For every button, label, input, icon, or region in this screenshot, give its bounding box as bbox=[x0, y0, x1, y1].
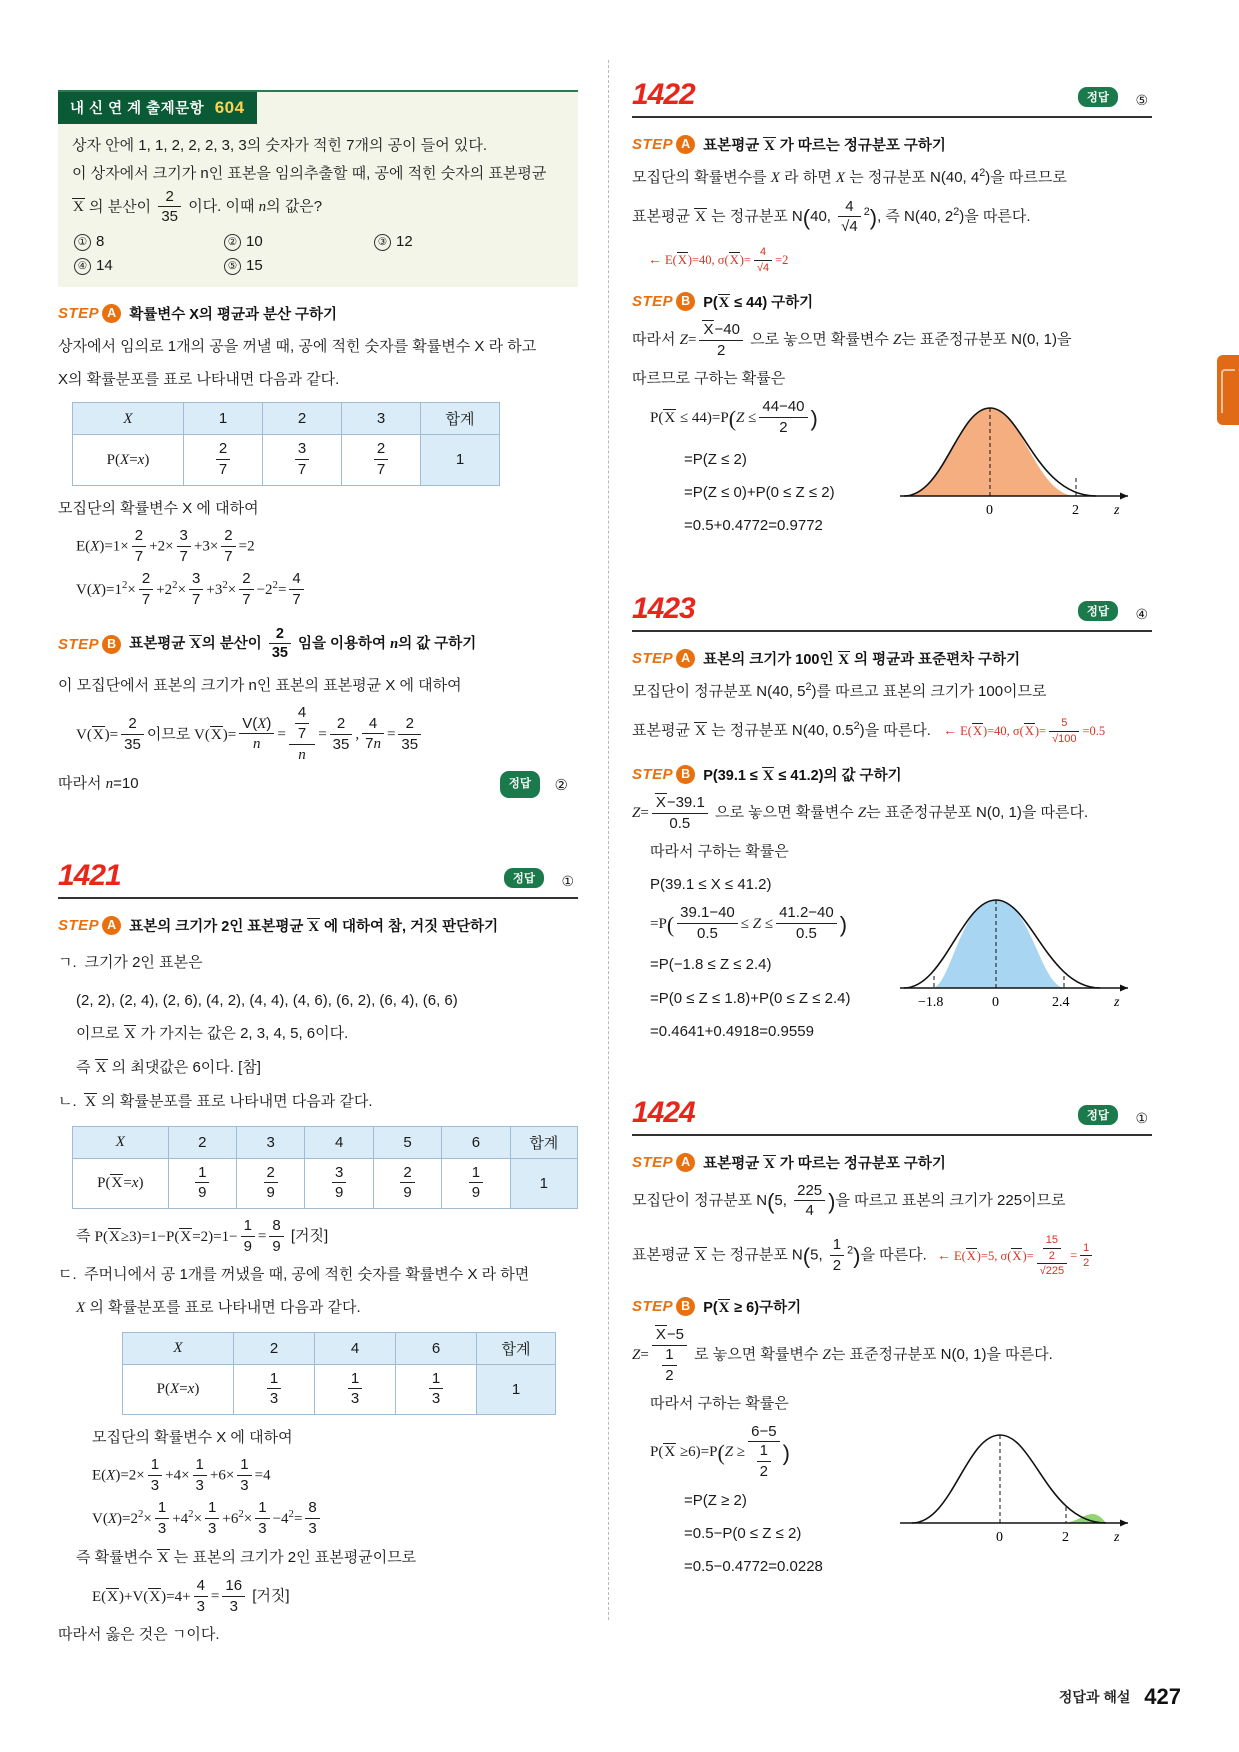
paragraph: 따르므로 구하는 확률은 bbox=[632, 370, 786, 388]
question-header-1424 bbox=[632, 1096, 1152, 1136]
choice-text: 10 bbox=[246, 232, 263, 250]
question-header-1423 bbox=[632, 592, 1152, 632]
step-title: P(X ≥ 6)구하기 bbox=[703, 1300, 802, 1317]
choice-2[interactable] bbox=[224, 233, 374, 251]
table-cell: 1 bbox=[184, 403, 263, 435]
step-title: P(39.1 ≤ X ≤ 41.2)의 값 구하기 bbox=[703, 767, 902, 784]
answer-value: ① bbox=[561, 873, 574, 890]
paragraph: 따라서 구하는 확률은 bbox=[650, 1395, 789, 1413]
equation-1421-n: 즉 P(X≥3)=1−P(X=2)=1− $\frac{1}{9}$ = $\frac{8}{9}$ [거짓] bbox=[76, 1216, 329, 1255]
equation-1424-3: =0.5−P(0 ≤ Z ≤ 2) bbox=[684, 1524, 802, 1542]
equation-1421-d1: E(X)=2× $\frac{1}{3}$ +4× $\frac{1}{3}$ +6× $\frac{1}{3}$ =4 bbox=[92, 1456, 271, 1494]
choice-3[interactable] bbox=[374, 233, 524, 251]
item-label-d: ㄷ. bbox=[58, 1266, 77, 1284]
step-word: STEP bbox=[632, 765, 674, 783]
conclusion-604: 따라서 n=10 정답 ② bbox=[58, 769, 578, 799]
paragraph: 즉 확률변수 X 는 표본의 크기가 2인 표본평균이므로 bbox=[76, 1548, 417, 1566]
equation-1422-1: P(X ≤ 44)=P(Z ≤ $\frac{44-40}{2}$ ) bbox=[650, 398, 818, 436]
step-word: STEP bbox=[632, 293, 674, 311]
figure-1424 bbox=[632, 1423, 1152, 1582]
choice-4[interactable] bbox=[74, 257, 224, 275]
page-number: 427 bbox=[1144, 1684, 1181, 1709]
paragraph: 모집단의 확률변수 X 에 대하여 bbox=[58, 499, 259, 517]
step-title: 표본평균 X 가 따르는 정규분포 구하기 bbox=[703, 1156, 946, 1173]
paragraph: 모집단의 확률변수 X 에 대하여 bbox=[92, 1428, 293, 1446]
step-badge: B bbox=[676, 765, 695, 784]
distribution-table-1421-n: X 2 3 4 5 6 합계 P(X=x) $\frac{1}{9}$ $\frac{2}{9}$ $\frac{3}{9}$ $\frac{2}{9}$ $\frac{1}{9}$ 1 bbox=[72, 1126, 578, 1209]
distribution-table-604: X 1 2 3 합계 P(X=x) $\frac{2}{7}$ $\frac{3}{7}$ $\frac{2}{7}$ 1 bbox=[72, 402, 500, 485]
question-header-1422 bbox=[632, 78, 1152, 118]
step-word: STEP bbox=[632, 650, 674, 668]
answer-badge: 정답 bbox=[1078, 601, 1118, 621]
step-badge: A bbox=[676, 1153, 695, 1172]
answer-badge: 정답 bbox=[504, 868, 544, 888]
answer-value: ⑤ bbox=[1135, 92, 1148, 108]
step-badge: B bbox=[676, 1297, 695, 1316]
right-column bbox=[632, 0, 1152, 1585]
paragraph: 즉 X 의 최댓값은 6이다. [참] bbox=[76, 1059, 261, 1077]
answer-value: ① bbox=[1135, 1110, 1148, 1127]
equation-1422-2: =P(Z ≤ 2) bbox=[684, 450, 747, 468]
svg-text:z: z bbox=[1114, 1529, 1120, 1545]
problem-banner bbox=[58, 90, 578, 287]
svg-text:−1.8: −1.8 bbox=[918, 995, 944, 1011]
step-badge: A bbox=[676, 135, 695, 154]
equation-1422-4: =0.5+0.4772=0.9772 bbox=[684, 517, 823, 535]
banner-body bbox=[58, 124, 578, 227]
answer-badge: 정답 bbox=[500, 771, 540, 797]
paragraph: Z= $\frac{X-5}{\frac{1}{2}}$ 로 놓으면 확률변수 Z는 표준정규분포 N(0, 1)을 따른다. bbox=[632, 1326, 1053, 1384]
choice-text: 12 bbox=[396, 232, 413, 250]
distribution-table-1421-d: X 2 4 6 합계 P(X=x) $\frac{1}{3}$ $\frac{1}{3}$ $\frac{1}{3}$ 1 bbox=[122, 1332, 556, 1415]
paragraph: 이 모집단에서 표본의 크기가 n인 표본의 표본평균 X 에 대하여 bbox=[58, 677, 462, 695]
step-badge: A bbox=[676, 649, 695, 668]
table-cell: 1 bbox=[421, 435, 500, 485]
step-word: STEP bbox=[58, 304, 100, 322]
normal-curve-1423 bbox=[900, 884, 1140, 1019]
step-word: STEP bbox=[58, 635, 100, 653]
note-1424: ← E(X)=5, σ(X)= $\frac{\frac{15}{2}}{√225}$ = $\frac{1}{2}$ bbox=[937, 1234, 1095, 1278]
paragraph: 표본평균 X 는 정규분포 N(40, $0.5^2$)을 따른다. ← E(X)=40, σ(X)= $\frac{5}{√100}$ =0.5 bbox=[632, 716, 1106, 745]
equation-1424-4: =0.5−0.4772=0.0228 bbox=[684, 1558, 823, 1576]
footer-label: 정답과 해설 bbox=[1058, 1689, 1131, 1705]
step-title: 표본평균 X 가 따르는 정규분포 구하기 bbox=[703, 138, 946, 154]
svg-text:0: 0 bbox=[986, 502, 993, 518]
paragraph: 따라서 Z= $\frac{X-40}{2}$ 으로 놓으면 확률변수 Z는 표준정규분포 N(0, 1)을 bbox=[632, 321, 1072, 359]
equation-ex-604: E(X)=1× $\frac{2}{7}$ +2× $\frac{3}{7}$ +3× $\frac{2}{7}$ =2 bbox=[76, 526, 255, 565]
choice-mark: ⑤ bbox=[224, 258, 241, 275]
choice-text: 8 bbox=[96, 232, 105, 250]
equation-1423-2: =P(−1.8 ≤ Z ≤ 2.4) bbox=[650, 956, 772, 974]
normal-curve-1424 bbox=[900, 1419, 1140, 1554]
item-label-n: ㄴ. bbox=[58, 1093, 77, 1111]
paragraph: Z= $\frac{X-39.1}{0.5}$ 으로 놓으면 확률변수 Z는 표준정규분포 N(0, 1)을 따른다. bbox=[632, 793, 1089, 832]
paragraph: X의 확률분포를 표로 나타내면 다음과 같다. bbox=[58, 371, 340, 388]
item-row-n: ㄴ. X 의 확률분포를 표로 나타내면 다음과 같다. bbox=[58, 1087, 578, 1117]
step-b-1424 bbox=[632, 1296, 1152, 1317]
step-a-604 bbox=[58, 303, 578, 324]
choice-row-2 bbox=[58, 251, 578, 275]
svg-text:0: 0 bbox=[996, 1529, 1003, 1545]
svg-text:2: 2 bbox=[1072, 502, 1079, 518]
choice-1[interactable] bbox=[74, 233, 224, 251]
paragraph: 표본평균 X 는 정규분포 N(5, $\frac{1}{2}$ $^2$)을 따른다. ← E(X)=5, σ(X)= $\frac{\frac{15}{2}}{√225}$ = $\frac{1}{2}$ bbox=[632, 1228, 1152, 1280]
table-header-x: X bbox=[115, 1134, 125, 1151]
svg-text:2.4: 2.4 bbox=[1052, 995, 1070, 1011]
banner-line-1: 상자 안에 1, 1, 2, 2, 2, 3, 3의 숫자가 적힌 7개의 공이 들어 있다. bbox=[72, 137, 488, 154]
paragraph: 주머니에서 공 1개를 꺼냈을 때, 공에 적힌 숫자를 확률변수 X 라 하면 bbox=[84, 1266, 530, 1284]
paragraph: X 의 확률분포를 표로 나타내면 다음과 같다. bbox=[76, 1299, 361, 1317]
paragraph: 모집단이 정규분포 N(5, $\frac{225}{4}$ )을 따르고 표본의 크기가 225이므로 bbox=[632, 1181, 1066, 1220]
table-header-sum: 합계 bbox=[421, 403, 500, 435]
equation-1424-2: =P(Z ≥ 2) bbox=[684, 1491, 747, 1509]
figure-1423 bbox=[632, 870, 1152, 1046]
step-b-1422 bbox=[632, 291, 1152, 312]
note-1423: ← E(X)=40, σ(X)= $\frac{5}{√100}$ =0.5 bbox=[943, 716, 1106, 745]
paragraph: 이므로 X 가 가지는 값은 2, 3, 4, 5, 6이다. bbox=[76, 1024, 349, 1042]
equation-vx-604: $V(X)=1^2\times$ $\frac{2}{7}$ $+2^2\times$ $\frac{3}{7}$ $+3^2\times$ $\frac{2}{7}$ $-2^2=$ $\frac{4}{7}$ bbox=[76, 570, 578, 609]
step-word: STEP bbox=[58, 917, 100, 935]
step-word: STEP bbox=[632, 1154, 674, 1172]
equation-1423-0: P(39.1 ≤ X ≤ 41.2) bbox=[650, 876, 772, 894]
item-label-g: ㄱ. bbox=[58, 954, 77, 972]
equation-1421-d3: E(X)+V(X)=4+ $\frac{4}{3}$ = $\frac{16}{3}$ [거짓] bbox=[92, 1576, 290, 1615]
step-title: 확률변수 X의 평균과 분산 구하기 bbox=[129, 306, 338, 323]
table-cell: 1 bbox=[510, 1158, 577, 1208]
paragraph: 따라서 구하는 확률은 bbox=[650, 843, 789, 861]
equation-1421-d2: $V(X)=2^2\times$ $\frac{1}{3}$ $+4^2\times$ $\frac{1}{3}$ $+6^2\times$ $\frac{1}{3}$ $-4^2=$ $\frac{8}{3}$ bbox=[92, 1499, 578, 1538]
banner-tag-label: 내 신 연 계 출제문항 bbox=[70, 101, 205, 117]
figure-1422 bbox=[632, 398, 1152, 541]
choice-text: 15 bbox=[246, 256, 263, 274]
banner-line-2: 이 상자에서 크기가 n인 표본을 임의추출할 때, 공에 적힌 숫자의 표본평균 bbox=[72, 164, 547, 182]
step-title: P(X ≤ 44) 구하기 bbox=[703, 295, 814, 312]
step-badge: A bbox=[102, 916, 121, 935]
paragraph: 상자에서 임의로 1개의 공을 꺼낼 때, 공에 적힌 숫자를 확률변수 X 라 하고 bbox=[58, 337, 537, 355]
step-title: 표본의 크기가 2인 표본평균 X 에 대하여 참, 거짓 판단하기 bbox=[129, 919, 499, 936]
table-cell: 3 bbox=[237, 1126, 305, 1158]
answer-badge: 정답 bbox=[1078, 1105, 1118, 1125]
paragraph: (2, 2), (2, 4), (2, 6), (4, 2), (4, 4), (4, 6), (6, 2), (6, 4), (6, 6) bbox=[76, 991, 458, 1009]
equation-1423-1: =P( $\frac{39.1-40}{0.5}$ ≤ Z ≤ $\frac{41.2-40}{0.5}$ ) bbox=[650, 903, 848, 942]
question-number: 1421 bbox=[58, 859, 121, 893]
step-a-1424 bbox=[632, 1152, 1152, 1173]
table-cell: 6 bbox=[442, 1126, 510, 1158]
equation-1423-4: =0.4641+0.4918=0.9559 bbox=[650, 1022, 814, 1040]
item-row-d bbox=[58, 1260, 578, 1289]
equation-1423-3: =P(0 ≤ Z ≤ 1.8)+P(0 ≤ Z ≤ 2.4) bbox=[650, 989, 851, 1007]
table-cell: 1 bbox=[477, 1364, 556, 1414]
svg-text:0: 0 bbox=[992, 995, 999, 1011]
equation-1424-1: P(X ≥6)=P(Z ≥ $\frac{6-5}{\frac{1}{2}}$ ) bbox=[650, 1422, 790, 1481]
step-b-604 bbox=[58, 625, 578, 663]
equation-1422-3: =P(Z ≤ 0)+P(0 ≤ Z ≤ 2) bbox=[684, 483, 835, 501]
answer-value: ④ bbox=[1135, 606, 1148, 623]
left-column bbox=[58, 0, 578, 1653]
step-a-1423 bbox=[632, 648, 1152, 669]
choice-row-1 bbox=[58, 227, 578, 251]
page-footer bbox=[1059, 1684, 1181, 1710]
table-cell: 5 bbox=[373, 1126, 441, 1158]
answer-badge: 정답 bbox=[1078, 87, 1118, 107]
step-word: STEP bbox=[632, 136, 674, 153]
table-cell: 4 bbox=[305, 1126, 373, 1158]
svg-text:z: z bbox=[1114, 995, 1120, 1011]
question-header-1421 bbox=[58, 859, 578, 899]
answer-value: ② bbox=[554, 777, 568, 795]
step-badge: B bbox=[676, 292, 695, 311]
table-cell: 2 bbox=[234, 1332, 315, 1364]
question-number: 1422 bbox=[632, 78, 695, 111]
table-cell: 3 bbox=[342, 403, 421, 435]
step-title: 표본의 크기가 100인 X 의 평균과 표준편차 구하기 bbox=[703, 652, 1021, 669]
svg-text:z: z bbox=[1114, 502, 1120, 518]
question-number: 1423 bbox=[632, 592, 695, 626]
step-badge: A bbox=[102, 304, 121, 323]
paragraph: 크기가 2인 표본은 bbox=[84, 954, 203, 972]
normal-curve-1422 bbox=[900, 392, 1140, 527]
choice-mark: ① bbox=[74, 234, 91, 251]
step-a-1422 bbox=[632, 134, 1152, 155]
choice-mark: ③ bbox=[374, 234, 391, 251]
step-b-1423 bbox=[632, 764, 1152, 785]
choice-mark: ② bbox=[224, 234, 241, 251]
paragraph: 표본평균 X 는 정규분포 N(40, $\frac{4}{√4}$ $^2$), 즉 N(40, $2^2$)을 따른다. bbox=[632, 197, 1031, 236]
column-divider bbox=[608, 60, 610, 1620]
table-cell: 2 bbox=[263, 403, 342, 435]
step-word: STEP bbox=[632, 1298, 674, 1316]
svg-text:2: 2 bbox=[1062, 1529, 1069, 1545]
table-cell: 4 bbox=[315, 1332, 396, 1364]
table-cell: 2 bbox=[168, 1126, 236, 1158]
paragraph: 모집단의 확률변수를 X 라 하면 X 는 정규분포 N(40, $4^2$)을 따르므로 bbox=[632, 167, 1067, 186]
choice-5[interactable] bbox=[224, 257, 374, 275]
choice-text: 14 bbox=[96, 256, 113, 274]
step-title: 표본평균 X의 분산이 $\frac{2}{35}$ 임을 이용하여 n의 값 구하기 bbox=[129, 626, 477, 662]
side-tab-marker bbox=[1217, 355, 1239, 425]
table-cell: 6 bbox=[396, 1332, 477, 1364]
table-header-x: X bbox=[173, 1340, 183, 1357]
banner-line-3: X 의 분산이 $\frac{2}{35}$ 이다. 이때 n의 값은? bbox=[73, 187, 323, 226]
conclusion-1421: 따라서 옳은 것은 ㄱ이다. bbox=[58, 1626, 220, 1644]
banner-tag-number: 604 bbox=[214, 98, 245, 117]
step-a-1421 bbox=[58, 915, 578, 936]
choice-mark: ④ bbox=[74, 258, 91, 275]
paragraph: 모집단이 정규분포 N(40, $5^2$)를 따르고 표본의 크기가 100이므로 bbox=[632, 681, 1047, 701]
banner-tag bbox=[58, 92, 578, 124]
table-header-x: X bbox=[123, 410, 133, 427]
question-number: 1424 bbox=[632, 1096, 695, 1130]
step-badge: B bbox=[102, 635, 121, 654]
table-header-sum: 합계 bbox=[477, 1332, 556, 1364]
equation-vxbar-604: V(X)= $\frac{2}{35}$ 이므로 V(X)= $\frac{V(X)}{n}$ = $\frac{\frac{4}{7}}{n}$ = $\frac{2}{35}$ , $\frac{4}{7n}$ = $\frac{2}{35}$ bbox=[76, 704, 578, 765]
table-header-sum: 합계 bbox=[510, 1126, 577, 1158]
note-1422: ← E(X)=40, σ(X)= $\frac{4}{√4}$ =2 bbox=[648, 246, 789, 274]
